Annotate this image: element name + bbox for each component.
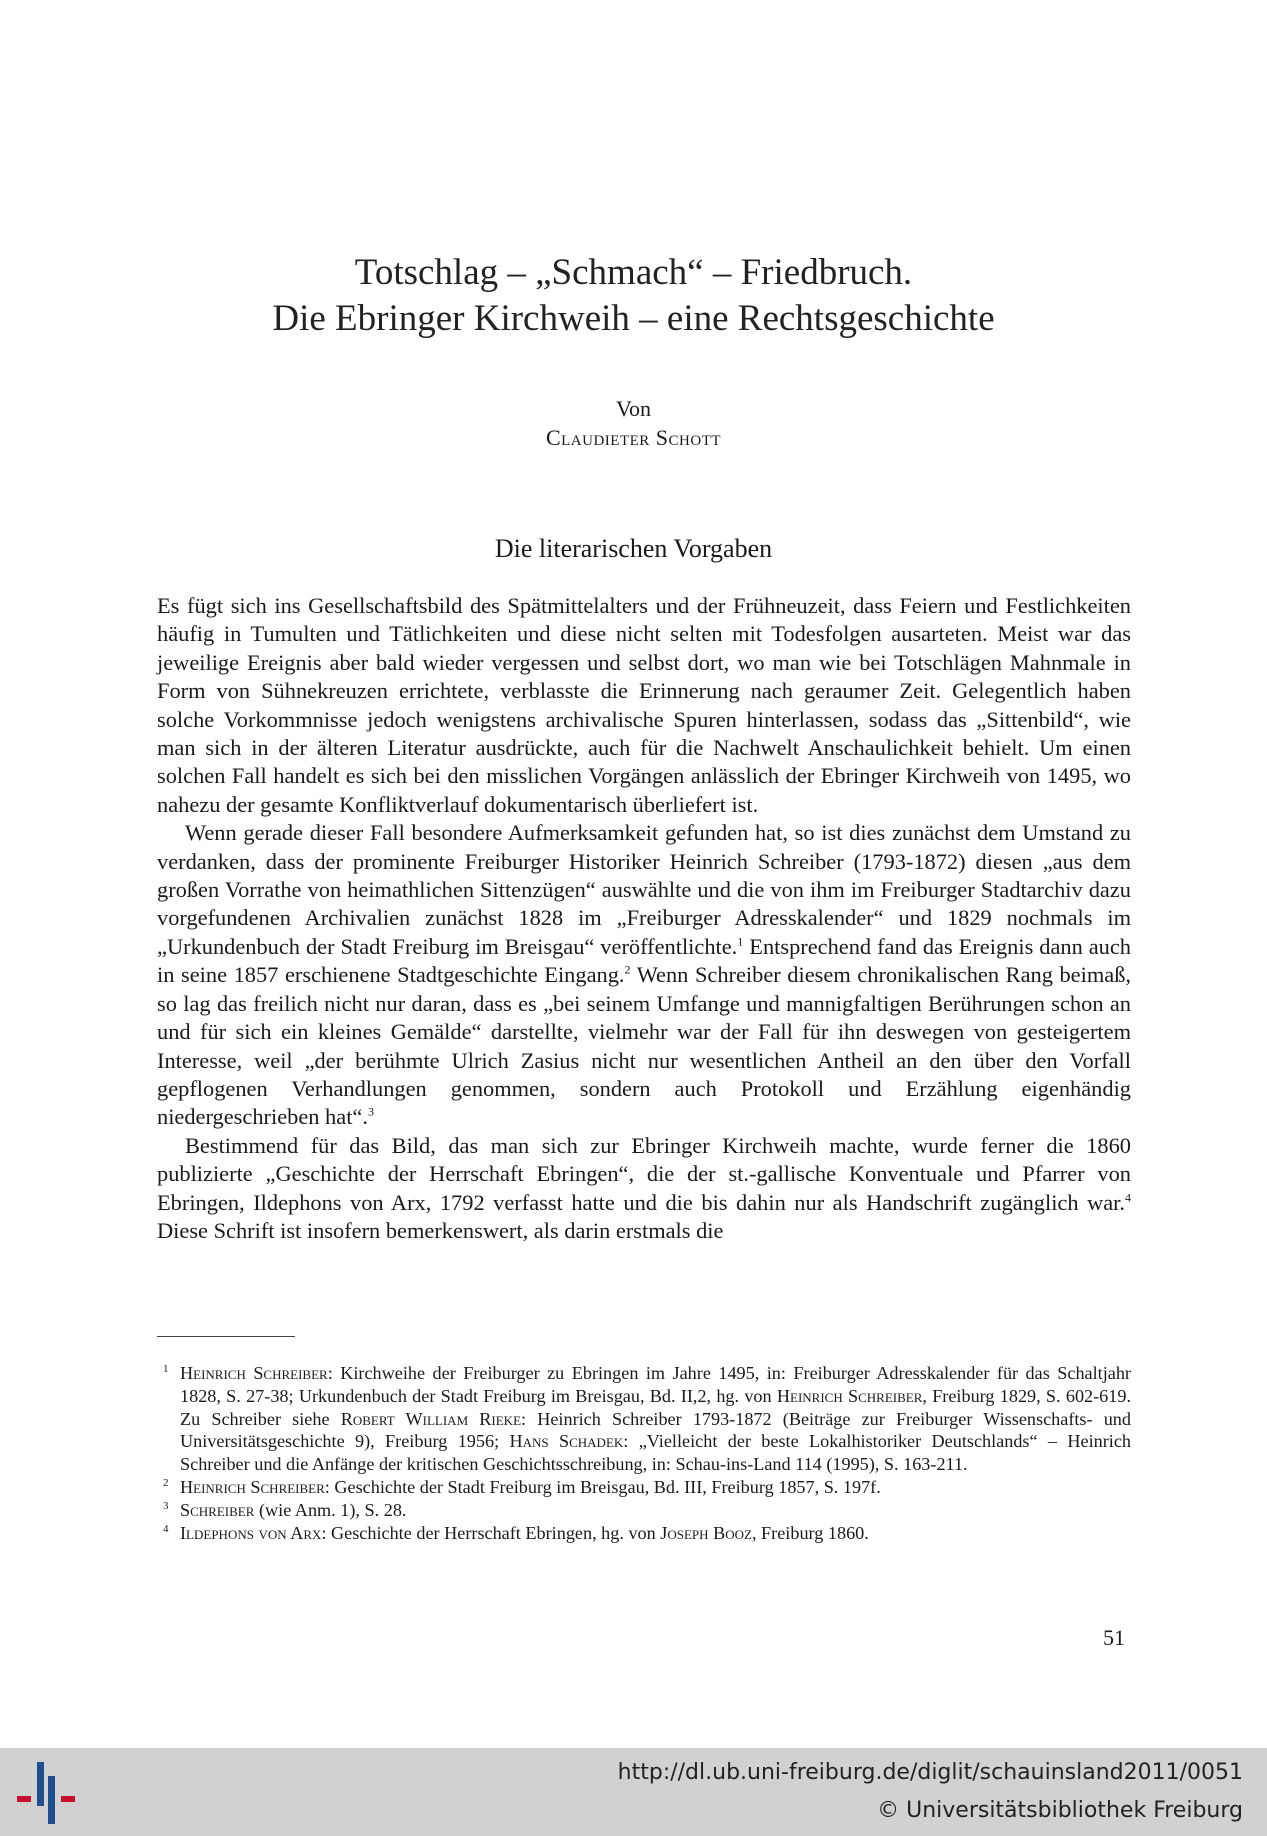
footnote-3 bbox=[157, 1499, 1131, 1522]
footnote-author: Heinrich Schreiber bbox=[776, 1385, 923, 1406]
ub-freiburg-logo-icon bbox=[15, 1758, 85, 1828]
article-title-line2: Die Ebringer Kirchweih – eine Rechtsgeschichte bbox=[272, 298, 995, 339]
paragraph-3-text: Diese Schrift ist insofern bemerkenswert, als darin erstmals die bbox=[157, 1217, 724, 1243]
logo-dash-red-left bbox=[17, 1796, 31, 1802]
footnote-text: : Heinrich Schreiber 1793-1872 (Beiträge zur Freiburger Wissenschafts- und Universitätsgeschichte 9), Freiburg 1956; bbox=[180, 1408, 1131, 1452]
footnote-text: : Kirchweihe der Freiburger zu Ebringen im Jahre 1495, in: Freiburger Adresskalender für das Schaltjahr 1828, S. 27-38; Urkundenbuch der Stadt Freiburg im Breisgau, Bd. II,2, hg. von bbox=[180, 1363, 1131, 1406]
footnote-author: Heinrich Schreiber bbox=[180, 1363, 328, 1383]
footnote-text: , Freiburg 1829, S. 602-619. Zu Schreiber siehe bbox=[180, 1385, 1132, 1429]
footnote-author: Ildephons von Arx bbox=[180, 1522, 322, 1543]
footnote-text: : Geschichte der Stadt Freiburg im Breisgau, Bd. III, Freiburg 1857, S. 197f. bbox=[324, 1476, 881, 1497]
footnote-text: : Geschichte der Herrschaft Ebringen, hg. von bbox=[321, 1522, 661, 1543]
author-name: Claudieter Schott bbox=[545, 425, 722, 450]
footnote-author: Joseph Booz bbox=[660, 1522, 752, 1543]
footnote-ref-3[interactable]: 3 bbox=[367, 1104, 374, 1119]
footnote-ref-2[interactable]: 2 bbox=[624, 962, 631, 977]
footnote-text: , Freiburg 1860. bbox=[751, 1522, 869, 1543]
footer-bar bbox=[0, 1748, 1267, 1836]
footer-url-link[interactable]: http://dl.ub.uni-freiburg.de/diglit/schauinsland2011/0051 bbox=[617, 1760, 1243, 1785]
section-heading: Die literarischen Vorgaben bbox=[494, 534, 773, 563]
footnote-number: 3 bbox=[163, 1499, 169, 1512]
logo-dash-red-right bbox=[61, 1796, 75, 1802]
footnote-author: Hans Schadek bbox=[509, 1431, 624, 1452]
footnote-number: 4 bbox=[163, 1522, 169, 1535]
footnote-number: 2 bbox=[163, 1476, 169, 1489]
footnote-author: Schreiber bbox=[180, 1499, 255, 1520]
paragraph-3-text: Bestimmend für das Bild, das man sich zur Ebringer Kirchweih machte, wurde ferner die 1860 publizierte „Geschichte der Herrschaft Ebringen“, die der st.-gallische Konventuale und Pfarrer von Ebringen, Ildephons von Arx, 1792 verfasst hatte und die bis dahin nur als Handschrift zugänglich war. bbox=[157, 1132, 1131, 1215]
logo-bar-blue-left bbox=[37, 1762, 44, 1806]
footnote-1 bbox=[157, 1362, 1131, 1476]
article-title-line1: Totschlag – „Schmach“ – Friedbruch. bbox=[354, 252, 913, 293]
paragraph-2-text: Wenn Schreiber diesem chronikalischen Rang beimaß, so lag das freilich nicht nur daran, dass es „bei seinem Umfange und mannigfaltigen Berührungen schon an und für sich ein kleines Gemälde“ darstellte, vielmehr war der Fall für ihn deswegen von gesteigertem Interesse, weil „der berühmte Ulrich Zasius nicht nur wesentlichen Antheil an den über den Vorfall gepflogenen Verhandlungen genommen, sondern auch Protokoll und Erzählung eigenhändig niedergeschrieben hat“. bbox=[157, 962, 1131, 1130]
footnote-4 bbox=[157, 1522, 1131, 1545]
footnote-2 bbox=[157, 1476, 1131, 1499]
footnote-text: : „Vielleicht der beste Lokalhistoriker Deutschlands“ – Heinrich Schreiber und die Anfänge der kritischen Geschichtsschreibung, in: Schau-ins-Land 114 (1995), S. 163-211. bbox=[180, 1431, 1132, 1475]
article-title bbox=[0, 250, 1267, 342]
footnotes bbox=[157, 1362, 1131, 1544]
body-text bbox=[157, 592, 1131, 1245]
byline bbox=[0, 394, 1267, 452]
footer-copyright: © Universitätsbibliothek Freiburg bbox=[877, 1798, 1243, 1823]
page-number: 51 bbox=[1103, 1625, 1125, 1650]
footnote-divider bbox=[157, 1336, 295, 1337]
paragraph-2-text: Entsprechend fand das Ereignis dann auch in seine 1857 erschienene Stadtgeschichte Eingang. bbox=[157, 933, 1132, 988]
paragraph-3 bbox=[157, 1132, 1131, 1246]
footnote-ref-4[interactable]: 4 bbox=[1125, 1190, 1131, 1205]
footnote-author: Robert William Rieke bbox=[340, 1408, 522, 1429]
byline-von: Von bbox=[615, 396, 652, 421]
paragraph-2-text: Wenn gerade dieser Fall besondere Aufmerksamkeit gefunden hat, so ist dies zunächst dem Umstand zu verdanken, dass der prominente Freiburger Historiker Heinrich Schreiber (1793-1872) diesen „aus dem großen Vorrathe von heimathlichen Sittenzügen“ auswählte und die von ihm im Freiburger Stadtarchiv dazu vorgefundenen Archivalien zunächst 1828 im „Freiburger Adresskalender“ und 1829 nochmals im „Urkundenbuch der Stadt Freiburg im Breisgau“ veröffentlichte. bbox=[157, 820, 1131, 959]
paragraph-2 bbox=[157, 819, 1131, 1131]
paragraph-1: Es fügt sich ins Gesellschaftsbild des Spätmittelalters und der Frühneuzeit, dass Feiern und Festlichkeiten häufig in Tumulten und Tätlichkeiten und diese nicht selten mit Todesfolgen ausarteten. Meist war das jeweilige Ereignis aber bald wieder vergessen und selbst dort, wo man wie bei Totschlägen Mahnmale in Form von Sühnekreuzen errichtete, verblasste die Erinnerung nach geraumer Zeit. Gelegentlich haben solche Vorkommnisse jedoch wenigstens archivalische Spuren hinterlassen, sodass das „Sittenbild“, wie man sich in der älteren Literatur ausdrückte, auch für die Nachwelt Anschaulichkeit behielt. Um einen solchen Fall handelt es sich bei den misslichen Vorgängen anlässlich der Ebringer Kirchweih von 1495, wo nahezu der gesamte Konfliktverlauf dokumentarisch überliefert ist. bbox=[157, 593, 1131, 817]
footnote-author: Heinrich Schreiber bbox=[180, 1476, 325, 1497]
footnote-ref-1[interactable]: 1 bbox=[737, 934, 744, 949]
footnote-text: (wie Anm. 1), S. 28. bbox=[254, 1499, 407, 1520]
logo-bar-blue-right bbox=[48, 1776, 55, 1824]
footnote-number: 1 bbox=[163, 1363, 169, 1375]
